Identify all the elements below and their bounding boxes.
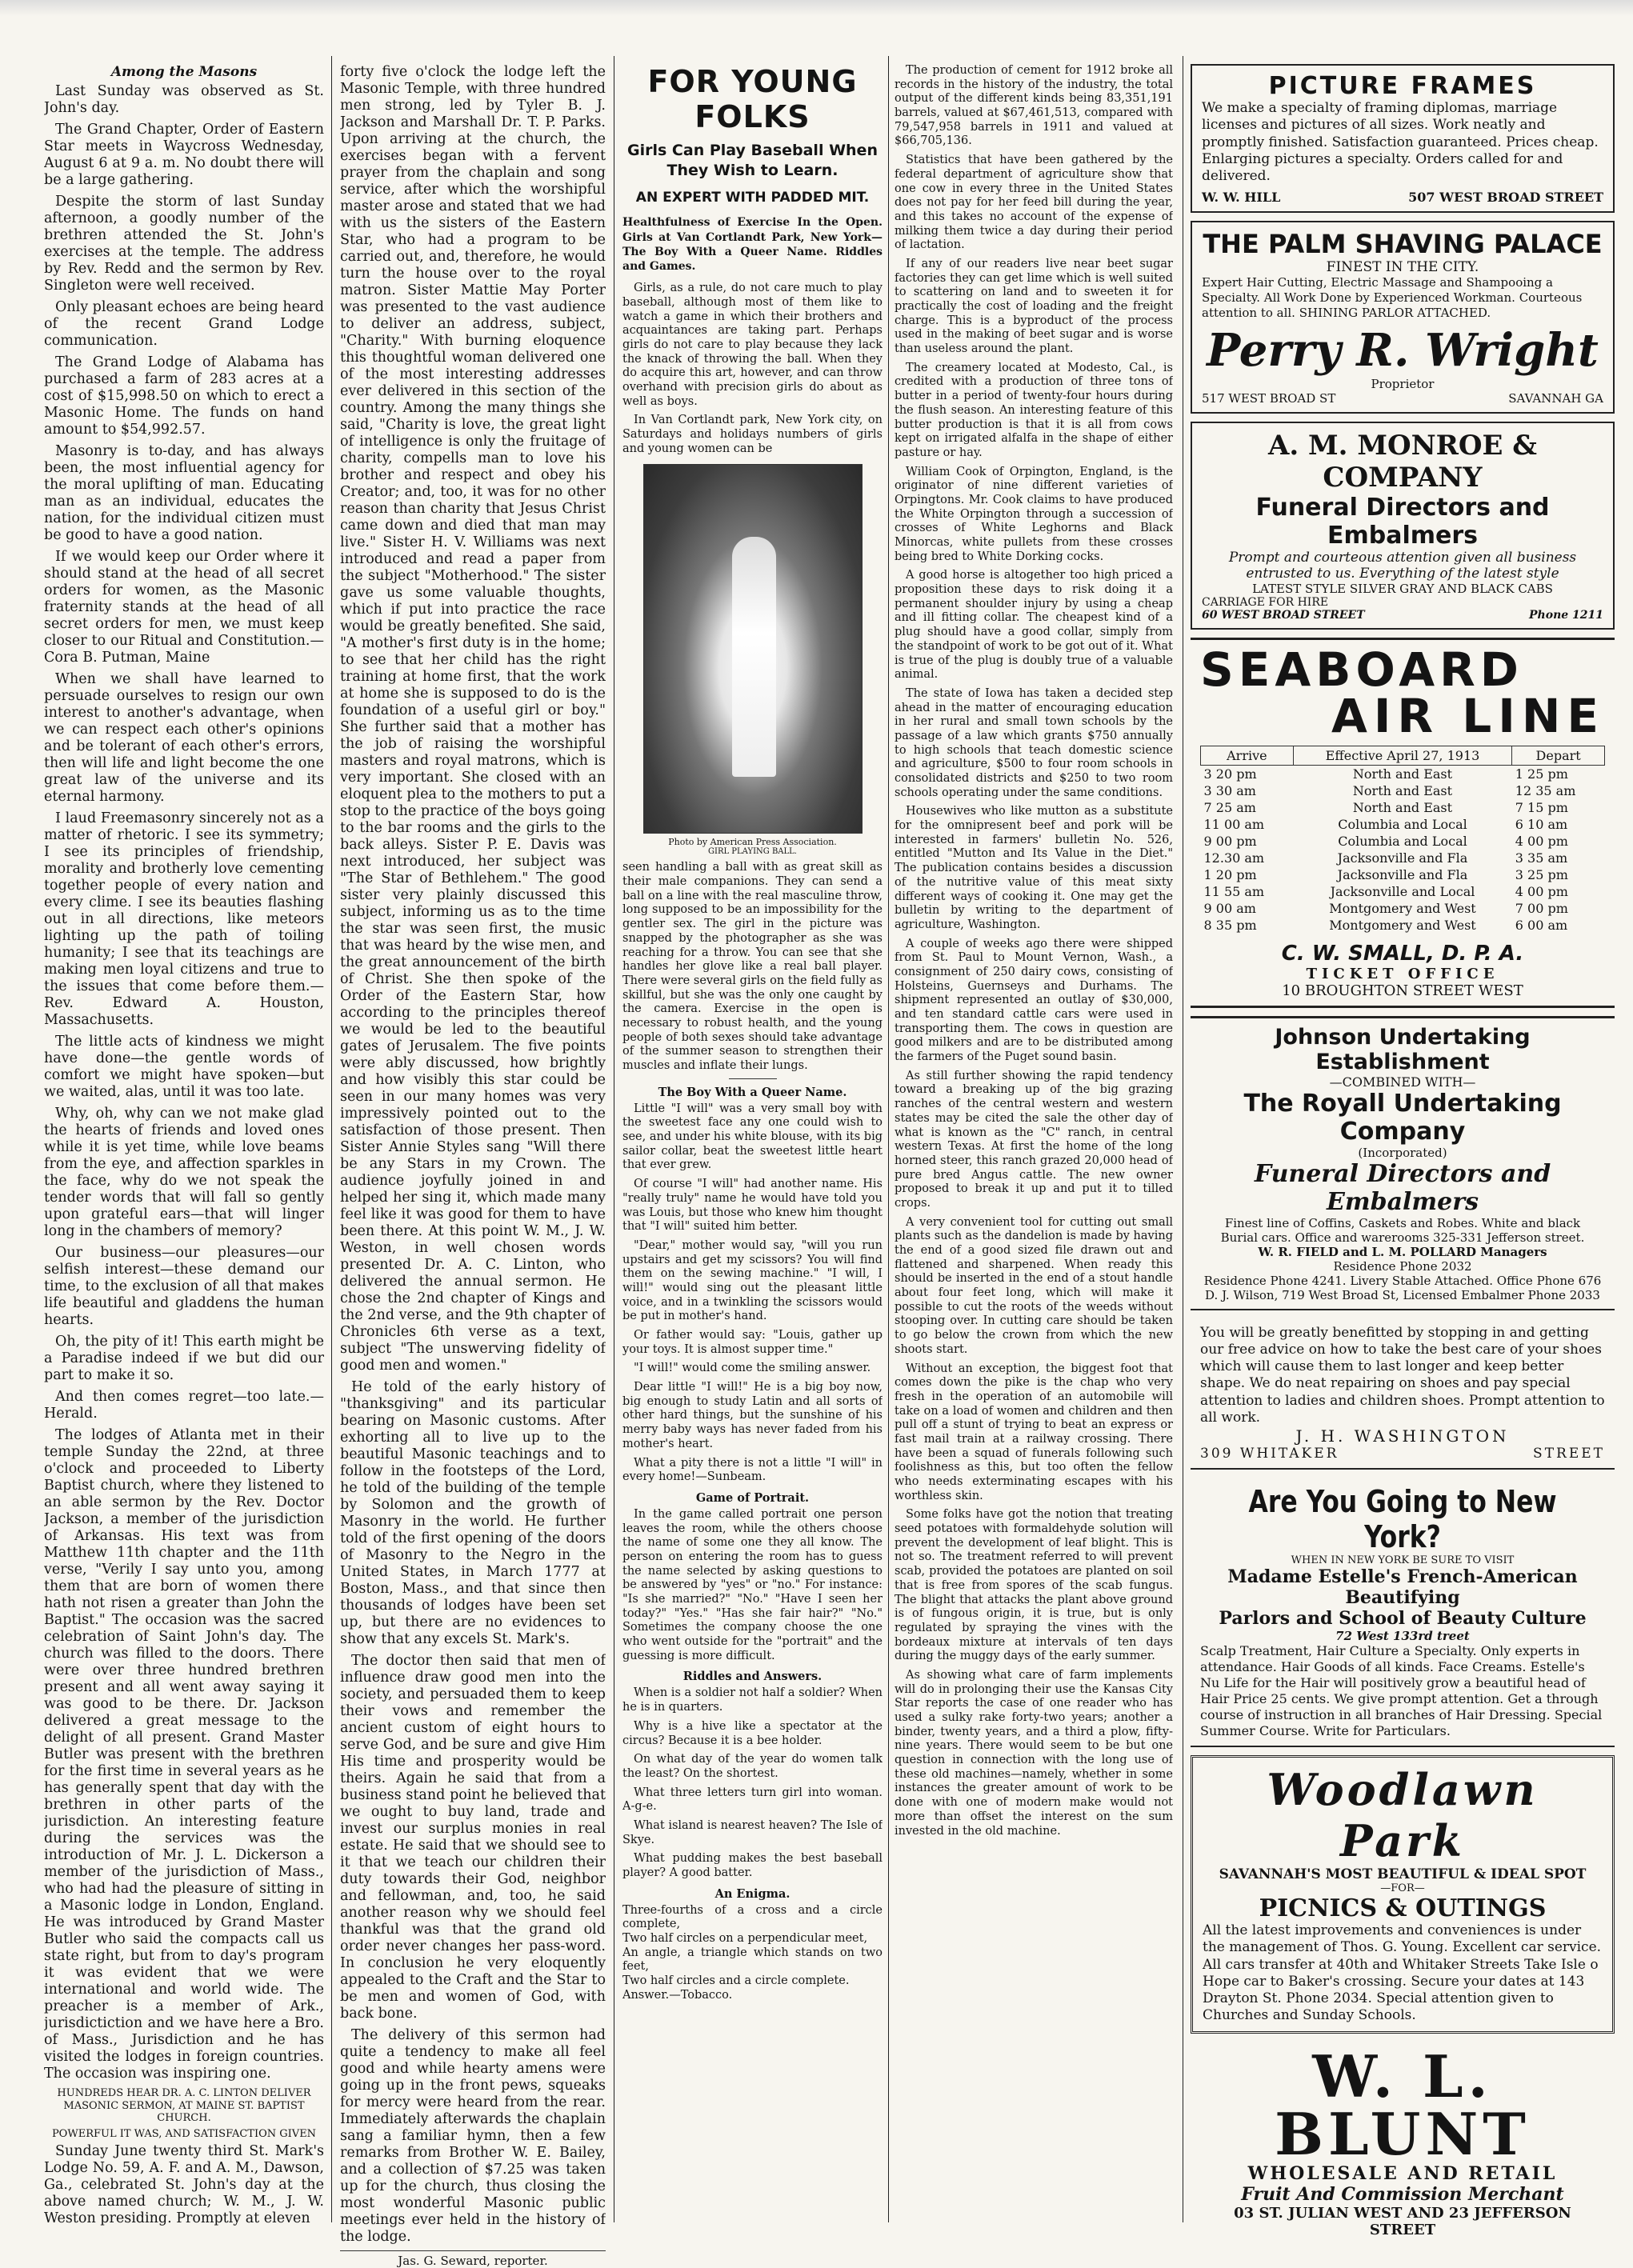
paragraph: What a pity there is not a little "I will" in every home!—Sunbeam. (622, 1456, 883, 1484)
paragraph: William Cook of Orpington, England, is the originator of nine different varieties of Orpingtons. Mr. Cook claims to have produced the White Orpington through a succession of crosses of White Leghorns and Black Minorcas, white pullets from these crosses being bred to White Dorking cocks. (895, 465, 1173, 563)
ad-title: Johnson Undertaking Establishment (1275, 1024, 1531, 1074)
schedule-depart-time: 6 00 am (1515, 917, 1568, 933)
paragraph: When we shall have learned to persuade ourselves to resign our own interest to another's advantage, when we can respect each other's opinions and be tolerant of each other's errors, then will life and light become the one great law of the universe and its eternal harmony. (44, 671, 324, 805)
col-header-arrive: Arrive (1201, 746, 1294, 765)
ad-footer (1202, 609, 1603, 622)
paragraph: The production of cement for 1912 broke all records in the history of the industry, the total output of the different kinds being 83,351,191 barrels, valued at $67,461,513, compared with 79,547,958 barrels in 1911 and valued at $66,705,136. (895, 64, 1173, 148)
reporter-signature: Jas. G. Seward, reporter. (340, 2250, 606, 2268)
ad-tagline: FINEST IN THE CITY. (1326, 259, 1479, 276)
column-rule (331, 56, 332, 2222)
ad-subtitle: The Royall Undertaking Company (1243, 1089, 1562, 1146)
enigma-line: Two half circles and a circle complete. (622, 1974, 850, 1988)
schedule-row (1201, 850, 1605, 866)
paragraph: Our business—our pleasures—our selfish interest—these demand our time, to the exclusion of all that makes life beautiful and gladdens the human hearts. (44, 1245, 324, 1328)
ad-text: Prompt and courteous attention given all business entrusted to us. Everything of the latest style (1228, 549, 1577, 582)
schedule-route: Jacksonville and Fla (1337, 866, 1468, 882)
schedule-row (1201, 883, 1605, 900)
enigma-line: Three-fourths of a cross and a circle complete, (622, 1903, 883, 1931)
schedule-row (1201, 816, 1605, 833)
ad-palm-shaving-palace (1191, 221, 1615, 413)
paragraph: The doctor then said that men of influence draw good men into the society, and persuaded them to keep their vows and remember the ancient custom of eight hours to serve God, and be sure and give Him His time and prosperity would be theirs. Again he said that from a business stand point he believed that we ought to buy land, trade and invest our surplus monies in real estate. He said that we should see to it that we teach our children their duty towards their God, neighbor and fellowman, and, too, he said another reason why we should feel thankful was that the grand old order never changes her pass-word. In conclusion he very eloquently appealed to the Craft and the Star to be men and women of God, with back bone. (340, 1653, 606, 2022)
paragraph: In Van Cortlandt park, New York city, on Saturdays and holidays numbers of girls and young women can be (622, 414, 883, 455)
schedule-depart-time: 7 00 pm (1515, 900, 1568, 916)
paragraph: Dear little "I will!" He is a big boy now, big enough to study Latin and all sorts of other hard things, but the sunshine of his merry baby ways has never faded from his mother's heart. (622, 1381, 883, 1450)
paragraph: The creamery located at Modesto, Cal., is credited with a production of three tons of butter in a period of twenty-four hours during the flush season. An interesting feature of this butter production is that it is all from cows kept on irrigated alfalfa in the shape of either pasture or hay. (895, 361, 1173, 459)
column-young-folks (622, 64, 883, 2003)
paragraph: In the game called portrait one person leaves the room, while the others choose the name of some one they all know. The person on entering the room has to guess the name selected by asking questions to be answered by "yes" or "no." For instance: "Is she married?" "No." "Have I seen her today?" "Yes." "Has she fair hair?" "No." Sometimes the company choose the one who went outside for the "portrait" and the guessing is more difficult. (622, 1507, 883, 1662)
schedule-arrive-time: 3 20 pm (1203, 766, 1257, 782)
ad-address: 60 WEST BROAD STREET (1202, 608, 1365, 622)
paragraph: Oh, the pity of it! This earth might be a Paradise indeed if we but did our part to make it so. (44, 1334, 324, 1383)
ad-title: THE PALM SHAVING PALACE (1203, 229, 1603, 260)
ad-role: Proprietor (1371, 376, 1435, 391)
schedule-arrive-time: 8 35 pm (1203, 917, 1257, 933)
riddle: On what day of the year do women talk the least? On the shortest. (622, 1753, 883, 1780)
ad-agent: C. W. SMALL, D. P. A. (1281, 941, 1524, 966)
paragraph: Masonry is to-day, and has always been, the most influential agency for the moral uplifting of man. Educating man as an individual, educates the nation, for the individual citizen must be good to have a good nation. (44, 443, 324, 543)
paragraph: And then comes regret—too late.—Herald. (44, 1389, 324, 1422)
riddle: When is a soldier not half a soldier? When he is in quarters. (622, 1686, 883, 1714)
column-rule (888, 56, 889, 2222)
subhead: An Enigma. (714, 1886, 790, 1901)
ad-name-line: Madame Estelle's French-American Beautifying (1227, 1566, 1578, 1608)
ad-footer (1200, 1446, 1605, 1462)
ad-subtitle: Funeral Directors and Embalmers (1255, 493, 1550, 550)
schedule-arrive-time: 7 25 am (1203, 799, 1256, 815)
column-masons (44, 64, 324, 2232)
paragraph: The Grand Chapter, Order of Eastern Star meets in Waycross Wednesday, August 6 at 9 a. m. No doubt there will be a large gathering. (44, 122, 324, 188)
schedule-row (1201, 765, 1605, 782)
subhead: Game of Portrait. (695, 1490, 810, 1505)
ad-line: D. J. Wilson, 719 West Broad St, Licensed Embalmer Phone 2033 (1205, 1287, 1600, 1302)
paragraph: Sunday June twenty third St. Mark's Lodge No. 59, A. F. and A. M., Dawson, Ga., celebrated St. John's day at the above named church; W. M., J. W. Weston presiding. Promptly at eleven (44, 2143, 324, 2227)
ad-picture-frames (1191, 64, 1615, 213)
deck-line: Girls Can Play Baseball When They Wish to Learn. (627, 142, 878, 179)
ad-title: Woodlawn Park (1267, 1764, 1539, 1866)
schedule-row (1201, 799, 1605, 816)
ad-name: W. W. HILL (1202, 190, 1281, 206)
ad-address: 309 WHITAKER (1200, 1446, 1339, 1462)
subhead-caps: HUNDREDS HEAR DR. A. C. LINTON DELIVER MASONIC SERMON, AT MAINE ST. BAPTIST CHURCH. (57, 2087, 311, 2125)
ad-name-line: Parlors and School of Beauty Culture (1219, 1608, 1587, 1629)
paragraph: If we would keep our Order where it should stand at the head of all secret orders for women, as the Masonic fraternity stands at the head of all secret orders for men, we must keep closer to our Ritual and Constitution.—Cora B. Putman, Maine (44, 549, 324, 666)
paragraph: Some folks have got the notion that treating seed potatoes with formaldehyde solution will prevent the development of leaf blight. This is not so. The treatment referred to will prevent scab, provided the potatoes are planted on soil that is free from spores of the scab fungus. The blight that attacks the plant above ground is of fungous origin, it is true, but is only regulated by spraying the vines with the bordeaux mixture at intervals of ten days during the muggy days of the early summer. (895, 1508, 1173, 1663)
schedule-depart-time: 3 35 am (1515, 850, 1568, 866)
paragraph: Or father would say: "Louis, gather up your toys. It is almost supper time." (622, 1329, 883, 1356)
schedule-arrive-time: 1 20 pm (1203, 866, 1257, 882)
ad-text: Scalp Treatment, Hair Culture a Specialty. Only experts in attendance. Hair Goods of all kinds. Face Creams. Estelle's Nu Life for the Hair will positively grow a beautiful head of Hair Price 25 cents. We give prompt attention. Get a through course of instruction in all branches of Hair Dressing. Special Summer Course. Write for Particulars. (1200, 1643, 1603, 1738)
schedule-arrive-time: 12.30 am (1203, 850, 1265, 866)
riddle: What pudding makes the best baseball player? A good batter. (622, 1852, 883, 1879)
paragraph: Of course "I will" had another name. His "really truly" name he would have told you was Louis, but those who knew him thought that "I will" suited him better. (622, 1178, 883, 1234)
col-header-effective: Effective April 27, 1913 (1293, 746, 1512, 765)
ad-residence: Residence Phone 2032 (1333, 1258, 1472, 1274)
schedule-row (1201, 833, 1605, 850)
girl-playing-ball-photo (643, 464, 863, 834)
riddle: Why is a hive like a spectator at the circus? Because it is a bee holder. (622, 1719, 883, 1747)
paragraph: Without an exception, the biggest foot that comes down the pike is the chap who very fresh in the operation of an automobile will take on a load of women and children and then pull off a stunt of trying to beat an express or fast mail train at a railway crossing. There have been a squad of funerals following such foolishness as this, but too often the fellow who needs exterminating escapes with his worthless skin. (895, 1362, 1173, 1502)
schedule-depart-time: 3 25 pm (1515, 866, 1568, 882)
subhead: The Boy With a Queer Name. (658, 1085, 847, 1099)
paragraph: I laud Freemasonry sincerely not as a matter of rhetoric. I see its symmetry; I see its principles of friendship, morality and brotherly love cementing together people of every nation and every clime. I see its beauties flashing out in all directions, like meteors lighting up the path of toiling humanity; I see that its teachings are making men loyal citizens and true to the issues that come before them.—Rev. Edward A. Houston, Massachusetts. (44, 810, 324, 1028)
paragraph: The delivery of this sermon had quite a tendency to make all feel good and while hearty amens were going up in the front pews, squeaks for mercy were heard from the rear. Immediately afterwards the chaplain sang a familiar hymn, then a few remarks from Brother W. E. Bailey, and a collection of $7.25 was taken up for the church, thus closing the most wonderful Masonic public meetings ever held in the history of the lodge. (340, 2027, 606, 2245)
paragraph: seen handling a ball with as great skill as their male companions. They can send a ball on a line with the real masculine throw, long supposed to be an impossibility for the gentler sex. The girl in the picture was snapped by the photographer as she was reaching for a throw. You can see that she handles her glove like a real ball player. There were several girls on the field fully as skillful, but she was the only one caught by the camera. Exercise in the open is necessary to robust health, and the young people of both sexes should take advantage of the summer season to strengthen their muscles and inflate their lungs. (622, 861, 883, 1072)
paragraph: A very convenient tool for cutting out small plants such as the dandelion is made by having the end of a good sized file drawn out and flattened and sharpened. When ready this should be inserted in the end of a stout handle about four feet long, which will make it possible to cut the roots of the weeds without stooping over. In cutting care should be taken to go below the crown from which the new shoots start. (895, 1215, 1173, 1356)
ad-phone: Phone 1211 (1529, 608, 1603, 622)
schedule-depart-time: 12 35 am (1515, 782, 1576, 798)
ad-line: Finest line of Coffins, Caskets and Robes. White and black (1224, 1215, 1581, 1230)
ad-title-1: SEABOARD (1200, 642, 1523, 697)
ad-title: PICTURE FRAMES (1268, 72, 1537, 100)
page-top-edge (0, 0, 1633, 16)
paragraph: The Grand Lodge of Alabama has purchased a farm of 283 acres at a cost of $15,998.50 on which to erect a Masonic Home. The funds on hand amount to $54,992.57. (44, 354, 324, 438)
ad-madame-estelle (1191, 1478, 1615, 1747)
riddle: What three letters turn girl into woman. A-g-e. (622, 1786, 883, 1814)
schedule-row (1201, 917, 1605, 934)
schedule-depart-time: 1 25 pm (1515, 766, 1568, 782)
ad-text: You will be greatly benefitted by stopping in and getting our free advice on how to take the best care of your shoes which will cause them to last longer and keep better shape. We do neat repairing on shoes and pay special attention to ladies and children shoes. Prompt attention to all work. (1200, 1324, 1605, 1426)
schedule-route: Montgomery and West (1329, 900, 1476, 916)
paragraph: A good horse is altogether too high priced a proposition these days to risk doing it a permanent shoulder injury by using a cheap and ill fitting collar. The cheapest kind of a plug should have a good collar, simply from the standpoint of work to be got out of it. What is true of the plug is doubly true of a valuable animal. (895, 569, 1173, 682)
paragraph: The state of Iowa has taken a decided step ahead in the matter of encouraging education in her rural and small town schools by the passage of a law which grants $750 annually to high schools that teach domestic science and agriculture, $500 to four room schools in consolidated districts and $250 to two room schools operating under the same conditions. (895, 686, 1173, 799)
subhead-caps: POWERFUL IT WAS, AND SATISFACTION GIVEN (51, 2127, 317, 2140)
ad-line: Burial cars. Office and warerooms 325-331 Jefferson street. (1220, 1230, 1585, 1245)
paragraph: As still further showing the rapid tendency toward a breaking up of the big grazing ranches of the central western and western states may be cited the sale the other day of what is known as the "C" ranch, in central western Texas. At first the home of the long horned steer, this ranch grazed 20,000 head of pure bred Angus cattle. The new owner proposed to break it up and put it to tilled crops. (895, 1069, 1173, 1210)
ad-funeral-directors: Funeral Directors and Embalmers (1254, 1159, 1551, 1216)
paragraph: Why, oh, why can we not make glad the hearts of friends and loved ones while it is yet time, while love beams from the eye, and affection sparkles in the face, why do we not speak the tender words that will fall so gently upon grateful ears—that will linger long in the chambers of memory? (44, 1106, 324, 1239)
schedule-row (1201, 782, 1605, 799)
schedule-route: Jacksonville and Local (1330, 883, 1475, 899)
ad-carriage: CARRIAGE FOR HIRE (1202, 595, 1329, 609)
ad-headline: Are You Going to New York? (1248, 1484, 1557, 1554)
ad-for: —FOR— (1380, 1882, 1425, 1894)
ad-line: Residence Phone 4241. Livery Stable Attached. Office Phone 676 (1203, 1273, 1602, 1288)
schedule-arrive-time: 9 00 pm (1203, 833, 1257, 849)
paragraph: Despite the storm of last Sunday afternoon, a goodly number of the brethren attended the St. John's exercises at the temple. The address by Rev. Redd and the sermon by Rev. Singleton were well received. (44, 194, 324, 294)
column-masons-continued (340, 64, 606, 2268)
ad-text: We make a specialty of framing diplomas, marriage licenses and pictures of all sizes. Work neatly and promptly finished. Satisfaction guaranteed. Prices cheap. Enlarging pictures a specialty. Orders called for and delivered. (1202, 100, 1599, 184)
column-advertisements (1191, 64, 1615, 2253)
paragraph: As showing what care of farm implements will do in prolonging their use the Kansas City Star reports the case of one reader who has used a sulky rake forty-two years; another a binder, twenty years, and a third a plow, fifty-nine years. There would seem to be but one question in connection with the long use of these old machines—namely, whether in some instances the greater amount of work to be done with one of modern make would not more than offset the interest on the sum invested in the old machine. (895, 1668, 1173, 1838)
ad-incorporated: (Incorporated) (1358, 1145, 1447, 1160)
schedule-depart-time: 4 00 pm (1515, 883, 1568, 899)
divider (729, 1078, 777, 1079)
ad-footer (1202, 391, 1603, 406)
paragraph: Statistics that have been gathered by the federal department of agriculture show that one cow in every three in the United States does not pay for her feed bill during the year, and this takes no account of the expense of milking them twice a day during their period of lactation. (895, 154, 1173, 252)
ad-title: W. L. BLUNT (1275, 2042, 1531, 2168)
deck-line: AN EXPERT WITH PADDED MIT. (635, 190, 870, 206)
ad-picnics: PICNICS & OUTINGS (1259, 1894, 1547, 1922)
schedule-row (1201, 900, 1605, 917)
paragraph: Housewives who like mutton as a substitute for the omnipresent beef and pork will be interested in farmers' bulletin No. 526, entitled "Mutton and Its Value in the Diet." The publication contains besides a discussion of the nutritive value of this meat sixty different ways of cooking it. One may get the bulletin by writing to the department of agriculture, Washington. (895, 805, 1173, 931)
schedule-route: North and East (1352, 799, 1453, 815)
ad-woodlawn-park (1191, 1755, 1615, 2034)
enigma-answer: Answer.—Tobacco. (622, 1988, 733, 2002)
ad-address: 03 ST. JULIAN WEST AND 23 JEFFERSON STREET (1234, 2204, 1571, 2238)
schedule-depart-time: 7 15 pm (1515, 799, 1568, 815)
enigma-line: Two half circles on a perpendicular meet, (622, 1932, 868, 1946)
ad-when: WHEN IN NEW YORK BE SURE TO VISIT (1291, 1554, 1515, 1566)
ad-seaboard-air-line (1191, 638, 1615, 1008)
paragraph: He told of the early history of "thanksgiving" and its particular bearing on Masonic customs. After exhorting all to live up to the beautiful Masonic teachings and to follow in the footsteps of the Lord, he told of the building of the temple by Solomon and the growth of Masonry in the world. He further told of the first opening of the doors of Masonry to the Negro in the United States, in March 1777 at Boston, Mass., and that since then thousands of lodges have been set up, but there are no evidences to show that any excels St. Mark's. (340, 1379, 606, 1647)
schedule-route: Columbia and Local (1338, 833, 1467, 849)
paragraph: The little acts of kindness we might have done—the gentle words of comfort we might have spoken—but we waited, alas, until it was too late. (44, 1034, 324, 1100)
young-folks-headline: FOR YOUNG FOLKS (647, 64, 858, 134)
ad-subtitle: WHOLESALE AND RETAIL (1247, 2162, 1558, 2184)
ad-subtitle: SAVANNAH'S MOST BEAUTIFUL & IDEAL SPOT (1219, 1866, 1587, 1882)
masons-heading: Among the Masons (110, 64, 258, 80)
lead-summary: Healthfulness of Exercise In the Open. Girls at Van Cortlandt Park, New York—The Boy With a Queer Name. Riddles and Games. (622, 216, 883, 273)
schedule-route: Columbia and Local (1338, 816, 1467, 832)
paragraph: A couple of weeks ago there were shipped from St. Paul to Mount Vernon, Wash., a consignment of 250 dairy cows, consisting of Holsteins, Guernseys and Durhams. The shipment represented an outlay of $30,000, and ten standard cattle cars were used in transporting them. The cows in question are good milkers and are to be distributed among the farmers of the Puget sound basin. (895, 937, 1173, 1064)
schedule-row (1201, 866, 1605, 883)
ad-johnson-undertaking (1191, 1016, 1615, 1310)
schedule-arrive-time: 3 30 am (1203, 782, 1256, 798)
col-header-depart: Depart (1512, 746, 1605, 765)
riddle: What island is nearest heaven? The Isle of Skye. (622, 1818, 883, 1846)
ad-title-2: AIR LINE (1331, 688, 1605, 743)
schedule-body (1201, 765, 1605, 934)
paragraph: The lodges of Atlanta met in their temple Sunday the 22nd, at three o'clock and proceeded to Liberty Baptist church, where they listened to an able sermon by the Rev. Doctor Jackson, a member of the jurisdiction of Arkansas. His text was from Matthew 11th chapter and the 11th verse, "Verily I say unto you, among them that are born of women there hath not risen a greater than John the Baptist." The occasion was the sacred celebration of Saint John's day. The church was filled to the doors. There were over three hundred brethren present and all went away saying it was good to be there. Dr. Jackson delivered a great message to the delight of all present. Grand Master Butler was present with the brethren for the first time in several years as he has generally spent that day with the brethren in other parts of the jurisdiction. An interesting feature during the services was the introduction of Mr. J. L. Dickerson a member of the jurisdiction of Mass., who had had the pleasure of sitting in a Masonic lodge in London, England. He was introduced by Grand Master Butler who said the compacts call us state right, but from to day's program it was evident that we were international and world wide. The preacher is a member of Ark., jurisdictiction and we have here a Bro. of Mass., Jurisdiction and he has visited the lodges in foreign countries. The occasion was inspiring one. (44, 1427, 324, 2082)
ad-washington-shoes (1191, 1318, 1615, 1470)
enigma-line: An angle, a triangle which stands on two feet, (622, 1946, 883, 1974)
schedule-depart-time: 4 00 pm (1515, 833, 1568, 849)
schedule-route: North and East (1352, 782, 1453, 798)
ad-fruit: Fruit And Commission Merchant (1241, 2183, 1564, 2205)
schedule-route: Jacksonville and Fla (1337, 850, 1468, 866)
subhead: Riddles and Answers. (682, 1670, 823, 1684)
paragraph: Little "I will" was a very small boy with the sweetest face any one could wish to see, and under his white blouse, with its big sailor collar, beat the sweetest little heart that ever grew. (622, 1102, 883, 1172)
schedule-table (1200, 746, 1605, 934)
ad-address: 72 West 133rd treet (1335, 1629, 1470, 1643)
schedule-arrive-time: 11 55 am (1203, 883, 1265, 899)
ad-name: J. H. WASHINGTON (1295, 1426, 1510, 1446)
paragraph: forty five o'clock the lodge left the Masonic Temple, with three hundred men strong, led by Tyler B. J. Jackson and Marshall Dr. T. P. Parks. Upon arriving at the church, the exercises began with a fervent prayer from the chaplain and song service, after which the worshipful master arose and stated that we had with us the sisters of the Eastern Star, who had a program to be carried out, and, therefore, he would turn the house over to the royal matron. Sister Mattie May Porter was presented to the vast audience to deliver an address, subject, "Charity." With burning eloquence this thoughtful woman delivered one of the most interesting addresses ever delivered in this section of the country. Among the many things she said, "Charity is love, the great light of intelligence is only the fruitage of charity, compells man to love his brother and respect and obey his Creator; and, too, it was for no other reason than charity that Jesus Christ came down and died that man may live." Sister H. V. Williams was next introduced and read a paper from the subject "Motherhood." The sister gave us some valuable thoughts, which if put into practice the race would be greatly benefited. She said, "A mother's first duty is in the home; to see that her child has the right training at home first, that the work at home she is supposed to do is the foundation of a useful girl or boy." She further said that a mother has the job of raising the worshipful masters and royal matrons, which is very important. She closed with an eloquent plea to the mothers to put a stop to the practice of the boys going to the bar rooms and the girls to the back alleys. Sister P. E. Davis was next introduced, her subject was "The Star of Bethlehem." The good sister very plainly discussed this subject, informing us as to the time the star was seen first, the music that was heard by the wise men, and the great announcement of the birth of Christ. She then spoke of the Order of the Eastern Star, how according to the principles thereof we would be led to the beautiful gates of Jerusalem. The five points were ably discussed, how brightly and how visibly this star could be seen in our many homes was very impressively pointed out to the satisfaction of those present. Then Sister Annie Styles sang "Will there be any Stars in my Crown. The audience joyfully joined in and helped her sing it, which made many feel like it was good for them to have been there. At this point W. M., J. W. Weston, in well chosen words presented Dr. A. C. Linton, who delivered the annual sermon. He chose the 2nd chapter of Kings and the 2nd verse, and the 9th chapter of Chronicles 6th verse as a text, subject "The unswerving fidelity of good men and women." (340, 64, 606, 1374)
photo-caption: GIRL PLAYING BALL. (708, 847, 797, 857)
ad-monroe (1191, 422, 1615, 630)
schedule-depart-time: 6 10 am (1515, 816, 1568, 832)
ad-cabs: LATEST STYLE SILVER GRAY AND BLACK CABS (1252, 581, 1553, 596)
ad-city: SAVANNAH GA (1508, 390, 1603, 406)
ad-address: 507 WEST BROAD STREET (1408, 190, 1603, 206)
schedule-arrive-time: 11 00 am (1203, 816, 1265, 832)
ad-combined: —COMBINED WITH— (1329, 1074, 1476, 1090)
ad-street: STREET (1533, 1446, 1605, 1462)
photo-credit: Photo by American Press Association. (668, 837, 837, 848)
ad-title: A. M. MONROE & COMPANY (1267, 429, 1537, 494)
paragraph: "I will!" would come the smiling answer. (634, 1362, 871, 1375)
schedule-arrive-time: 9 00 am (1203, 900, 1256, 916)
ad-managers: W. R. FIELD and L. M. POLLARD Managers (1258, 1244, 1547, 1259)
photo-figure (732, 537, 776, 777)
column-farm-notes (895, 64, 1173, 1843)
ad-address: 10 BROUGHTON STREET WEST (1282, 982, 1523, 999)
paragraph: Girls, as a rule, do not care much to play baseball, although most of them like to watch a game in which their brothers and acquaintances are taking part. Perhaps girls do not care to play because they lack the knack of throwing the ball. When they do acquire this art, however, and can throw overhand with precision girls do about as well as boys. (622, 282, 883, 408)
ad-wl-blunt (1191, 2042, 1615, 2245)
ad-ticket-office: TICKET OFFICE (1306, 965, 1499, 982)
schedule-route: Montgomery and West (1329, 917, 1476, 933)
ad-text: Expert Hair Cutting, Electric Massage and Shampooing a Specialty. All Work Done by Experienced Workman. Courteous attention to all. SHINING PARLOR ATTACHED. (1202, 275, 1583, 320)
ad-text: All the latest improvements and conveniences is under the management of Thos. G. Young. Excellent car service. All cars transfer at 40th and Whitaker Streets Take Isle o Hope car to Baker's crossing. Secure your dates at 143 Drayton St. Phone 2034. Special attention given to Churches and Sunday Schools. (1203, 1922, 1602, 2024)
paragraph: "Dear," mother would say, "will you run upstairs and get my scissors? You will find them on the sewing machine." "I will, I will!" would sing out the pleasant little voice, and in a twinkling the scissors would be put in mother's hand. (622, 1238, 883, 1323)
ad-address: 517 WEST BROAD ST (1202, 390, 1336, 406)
paragraph: Last Sunday was observed as St. John's day. (44, 83, 324, 116)
paragraph: If any of our readers live near beet sugar factories they can get lime which is well suited to scattering on land and to sweeten it for practically the cost of loading and the freight charge. This is a byproduct of the process used in the making of beet sugar and is worse than useless around the plant. (895, 257, 1173, 356)
schedule-route: North and East (1352, 766, 1453, 782)
ad-proprietor-name: Perry R. Wright (1207, 323, 1599, 377)
paragraph: Only pleasant echoes are being heard of the recent Grand Lodge communication. (44, 299, 324, 349)
ad-footer (1202, 190, 1603, 205)
